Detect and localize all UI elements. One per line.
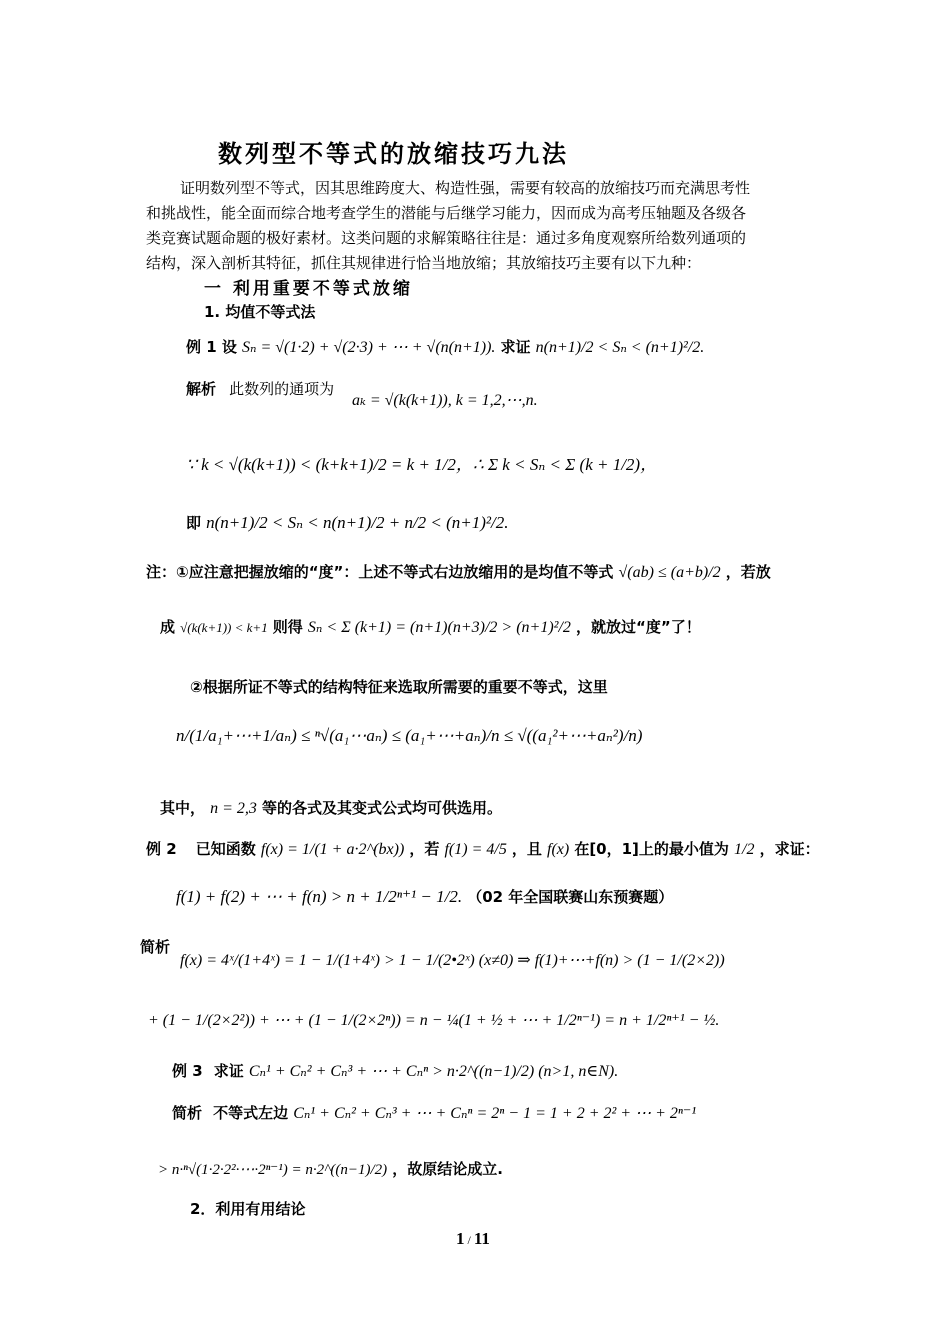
intro-line-3: 类竞赛试题命题的极好素材。这类问题的求解策略往往是：通过多角度观察所给数列通项的 <box>146 229 747 247</box>
example-2-text-2: ，若 <box>409 840 440 858</box>
solution-1-line-1: ∵ k < √(k(k+1)) < (k+k+1)/2 = k + 1/2，∴ Σ k < Sₙ < Σ (k + 1/2)， <box>186 455 658 474</box>
example-1-prove-label: 求证 <box>500 338 531 356</box>
note-1d-formula: n = 2,3 <box>210 800 257 817</box>
example-3-label: 例 3 <box>172 1062 203 1080</box>
solution-3 <box>172 1102 696 1123</box>
solution-3-formula: Cₙ¹ + Cₙ² + Cₙ³ + ⋯ + Cₙⁿ = 2ⁿ − 1 = 1 + 2 + 2² + ⋯ + 2ⁿ⁻¹ <box>293 1105 697 1122</box>
note-1a-text: 注：①应注意把握放缩的“度”：上述不等式右边放缩用的是均值不等式 <box>146 563 614 581</box>
note-1b <box>160 616 701 637</box>
example-2-text-3: ，且 <box>511 840 542 858</box>
example-2-source: （02 年全国联赛山东预赛题） <box>467 888 674 906</box>
note-1b-formula-1: √(k(k+1)) < k+1 <box>180 620 268 635</box>
example-2-condition: f(1) = 4/5 <box>444 841 507 858</box>
solution-2-label: 简析 <box>140 938 171 956</box>
section-heading-1: 一 利用重要不等式放缩 <box>204 279 413 299</box>
note-1c: ②根据所证不等式的结构特征来选取所需要的重要不等式，这里 <box>190 678 608 696</box>
solution-3-label: 简析 <box>172 1104 203 1122</box>
solution-3-line-2 <box>158 1158 503 1179</box>
intro-line-4: 结构，深入剖析其特征，抓住其规律进行恰当地放缩；其放缩技巧主要有以下九种： <box>146 254 702 272</box>
example-3 <box>172 1060 618 1081</box>
subsection-heading-2: 2．利用有用结论 <box>190 1200 306 1218</box>
note-1a-tail: ，若放 <box>725 563 771 581</box>
example-2-goal <box>176 886 673 907</box>
example-3-text: 求证 <box>213 1062 244 1080</box>
example-2-fx: f(x) <box>547 841 570 858</box>
note-1b-head: 成 <box>160 618 176 636</box>
page-separator: / <box>464 1233 474 1247</box>
solution-3-conclusion: ，故原结论成立. <box>392 1160 503 1178</box>
example-2-text-5: ，求证： <box>759 840 820 858</box>
page-total: 11 <box>473 1229 490 1248</box>
solution-1-line-2-formula: n(n+1)/2 < Sₙ < n(n+1)/2 + n/2 < (n+1)²/2. <box>206 513 509 532</box>
solution-3-text: 不等式左边 <box>213 1104 289 1122</box>
solution-1-general-term: aₖ = √(k(k+1)), k = 1,2,⋯,n. <box>352 392 538 409</box>
note-1d <box>160 797 502 818</box>
solution-1-line-2-label: 即 <box>186 514 202 532</box>
solution-1 <box>186 378 334 399</box>
note-1c-mean-inequality-chain: n/(1/a₁+⋯+1/aₙ) ≤ ⁿ√(a₁⋯aₙ) ≤ (a₁+⋯+aₙ)/n ≤ √((a₁²+⋯+aₙ²)/n) <box>176 726 643 745</box>
solution-3-line-2-formula: > n·ⁿ√(1·2·2²·⋯·2ⁿ⁻¹) = n·2^((n−1)/2) <box>158 1162 388 1178</box>
note-1b-tail: ，就放过“度”了！ <box>575 618 701 636</box>
subsection-heading-1: 1. 均值不等式法 <box>204 303 316 321</box>
solution-2-line-2: + (1 − 1/(2×2²)) + ⋯ + (1 − 1/(2×2ⁿ)) = n − ¼(1 + ½ + ⋯ + 1/2ⁿ⁻¹) = n + 1/2ⁿ⁺¹ − ½. <box>148 1012 720 1029</box>
note-1d-head: 其中， <box>160 799 206 817</box>
example-2-label: 例 2 <box>146 840 177 858</box>
example-2-text-4: 在[0，1]上的最小值为 <box>574 840 729 858</box>
note-1d-tail: 等的各式及其变式公式均可供选用。 <box>262 799 503 817</box>
note-1a-formula: √(ab) ≤ (a+b)/2 <box>618 564 721 581</box>
page-number <box>456 1229 490 1249</box>
solution-2-line-1: f(x) = 4ˣ/(1+4ˣ) = 1 − 1/(1+4ˣ) > 1 − 1/(2•2ˣ) (x≠0) ⇒ f(1)+⋯+f(n) > (1 − 1/(2×2)) <box>180 952 725 969</box>
note-1a <box>146 561 771 582</box>
page-title: 数列型不等式的放缩技巧九法 <box>218 139 569 168</box>
solution-1-label: 解析 <box>186 380 217 398</box>
example-2-text-1: 已知函数 <box>195 840 256 858</box>
page-current: 1 <box>456 1229 465 1248</box>
solution-1-line-2 <box>186 512 509 533</box>
note-1b-formula-2: Sₙ < Σ (k+1) = (n+1)(n+3)/2 > (n+1)²/2 <box>307 619 571 636</box>
example-1-label: 例 1 设 <box>186 338 237 356</box>
solution-1-text: 此数列的通项为 <box>229 380 335 398</box>
example-2 <box>146 838 820 859</box>
intro-line-2: 和挑战性，能全面而综合地考查学生的潜能与后继学习能力，因而成为高考压轴题及各级各 <box>146 204 747 222</box>
example-3-formula: Cₙ¹ + Cₙ² + Cₙ³ + ⋯ + Cₙⁿ > n·2^((n−1)/2) (n>1, n∈N). <box>248 1063 619 1080</box>
example-2-goal-formula: f(1) + f(2) + ⋯ + f(n) > n + 1/2ⁿ⁺¹ − 1/2. <box>176 887 463 906</box>
example-2-half: 1/2 <box>734 841 755 858</box>
intro-line-1: 证明数列型不等式，因其思维跨度大、构造性强，需要有较高的放缩技巧而充满思考性 <box>180 179 751 197</box>
example-2-function: f(x) = 1/(1 + a·2^(bx)) <box>260 841 405 858</box>
note-1b-mid: 则得 <box>272 618 303 636</box>
example-1-sum-formula: Sₙ = √(1·2) + √(2·3) + ⋯ + √(n(n+1)). <box>241 339 496 356</box>
example-1-inequality: n(n+1)/2 < Sₙ < (n+1)²/2. <box>535 339 705 356</box>
example-1 <box>186 336 704 357</box>
